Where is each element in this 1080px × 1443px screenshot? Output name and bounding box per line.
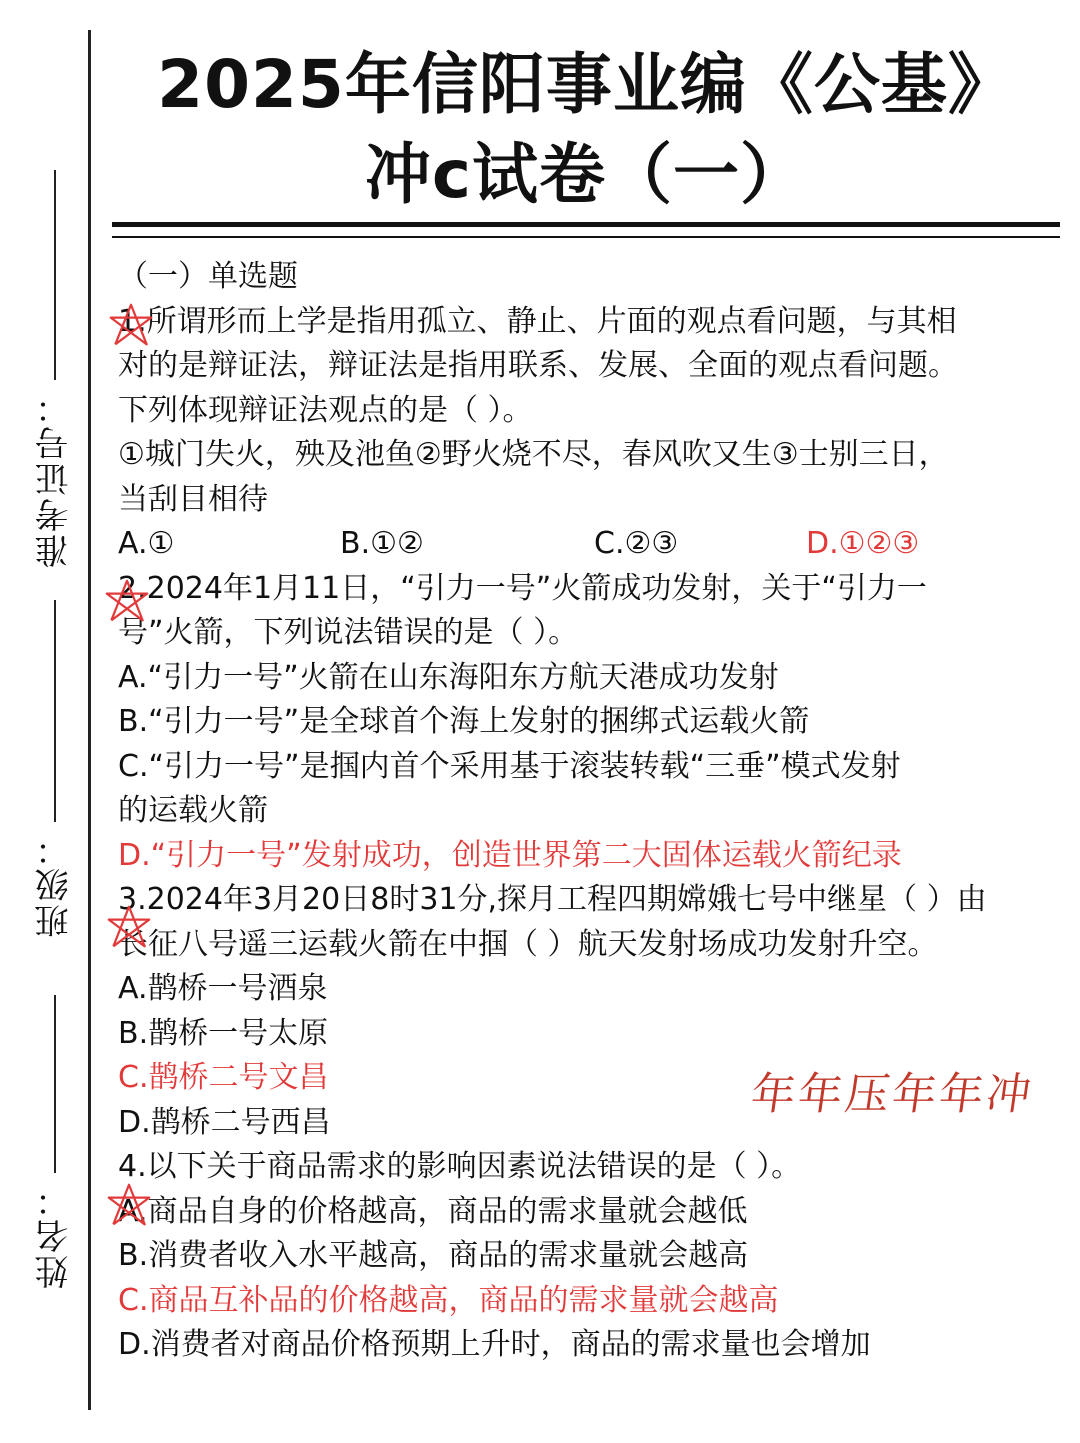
q4-option-a: A.商品自身的价格越高，商品的需求量就会越低 xyxy=(118,1193,748,1229)
q3-option-a: A.鹊桥一号酒泉 xyxy=(118,971,328,1006)
section-heading: （一）单选题 xyxy=(118,259,298,294)
q4-option-c-answer: C.商品互补品的价格越高，商品的需求量就会越高 xyxy=(118,1282,779,1318)
q3-option-b: B.鹊桥一号太原 xyxy=(118,1015,329,1051)
title-rule-thin xyxy=(112,236,1060,238)
exam-number-field[interactable] xyxy=(30,170,79,568)
star-icon xyxy=(106,904,152,950)
questions-content xyxy=(118,255,1058,1368)
title-line-1: 2025年信阳事业编《公基》 xyxy=(157,46,1015,123)
q3-stem-line: 长征八号遥三运载火箭在中掴（ ）航天发射场成功发射升空。 xyxy=(118,926,938,962)
q3-option-d: D.鹊桥二号西昌 xyxy=(118,1104,331,1140)
class-field[interactable] xyxy=(30,600,79,938)
class-underline xyxy=(54,600,56,822)
q2-stem-line: 2.2024年1月11日，“引力一号”火箭成功发射，关于“引力一 xyxy=(118,570,927,606)
q1-option-d-answer: D.①②③ xyxy=(806,526,920,561)
question-4 xyxy=(118,1145,1058,1368)
q2-option-b: B.“引力一号”是全球首个海上发射的捆绑式运载火箭 xyxy=(118,704,810,739)
star-icon xyxy=(108,302,154,348)
question-2 xyxy=(118,567,1058,879)
name-label: 姓名： xyxy=(35,1181,75,1289)
q1-options xyxy=(118,522,1058,567)
binding-line xyxy=(88,30,91,1410)
q2-option-c-cont: 的运载火箭 xyxy=(118,793,268,828)
star-icon xyxy=(104,578,150,624)
paper-title xyxy=(112,40,1060,220)
exam-number-underline xyxy=(54,170,56,380)
title-rule-thick xyxy=(112,222,1060,227)
q1-option-b: B.①② xyxy=(340,526,424,561)
q1-option-a: A.① xyxy=(118,526,175,561)
q4-option-d: D.消费者对商品价格预期上升时，商品的需求量也会增加 xyxy=(118,1327,871,1362)
q1-stem-line: ①城门失火，殃及池鱼②野火烧不尽，春风吹又生③士别三日， xyxy=(118,437,949,472)
handwritten-slogan: 年年压年年冲 xyxy=(747,1069,1037,1120)
name-underline xyxy=(54,995,56,1173)
q3-stem-line: 3.2024年3月20日8时31分,探月工程四期嫦娥七号中继星（ ）由 xyxy=(118,882,987,917)
title-line-2: 冲c试卷（一） xyxy=(364,136,808,213)
class-label: 班级： xyxy=(35,830,75,938)
q2-option-d-answer: D.“引力一号”发射成功，创造世界第二大固体运载火箭纪录 xyxy=(118,837,902,873)
name-field[interactable] xyxy=(30,995,79,1289)
q2-option-a: A.“引力一号”火箭在山东海阳东方航天港成功发射 xyxy=(118,659,779,695)
q1-option-c: C.②③ xyxy=(594,526,679,561)
star-icon xyxy=(106,1182,152,1228)
q1-stem-line: 下列体现辩证法观点的是（ ）。 xyxy=(118,392,533,428)
question-1 xyxy=(118,300,1058,567)
q1-stem-line: 1.所谓形而上学是指用孤立、静止、片面的观点看问题，与其相 xyxy=(118,303,957,339)
q1-stem-line: 当刮目相待 xyxy=(118,481,268,517)
q2-option-c: C.“引力一号”是掴内首个采用基于滚装转载“三垂”模式发射 xyxy=(118,748,901,784)
q2-stem-line: 号”火箭，下列说法错误的是（ ）。 xyxy=(118,615,579,650)
q4-stem-line: 4.以下关于商品需求的影响因素说法错误的是（ ）。 xyxy=(118,1149,802,1184)
q1-stem-line: 对的是辩证法，辩证法是指用联系、发展、全面的观点看问题。 xyxy=(118,348,958,383)
q4-option-b: B.消费者收入水平越高，商品的需求量就会越高 xyxy=(118,1238,749,1273)
q3-option-c-answer: C.鹊桥二号文昌 xyxy=(118,1060,329,1095)
exam-number-label: 准考证号： xyxy=(35,388,75,568)
